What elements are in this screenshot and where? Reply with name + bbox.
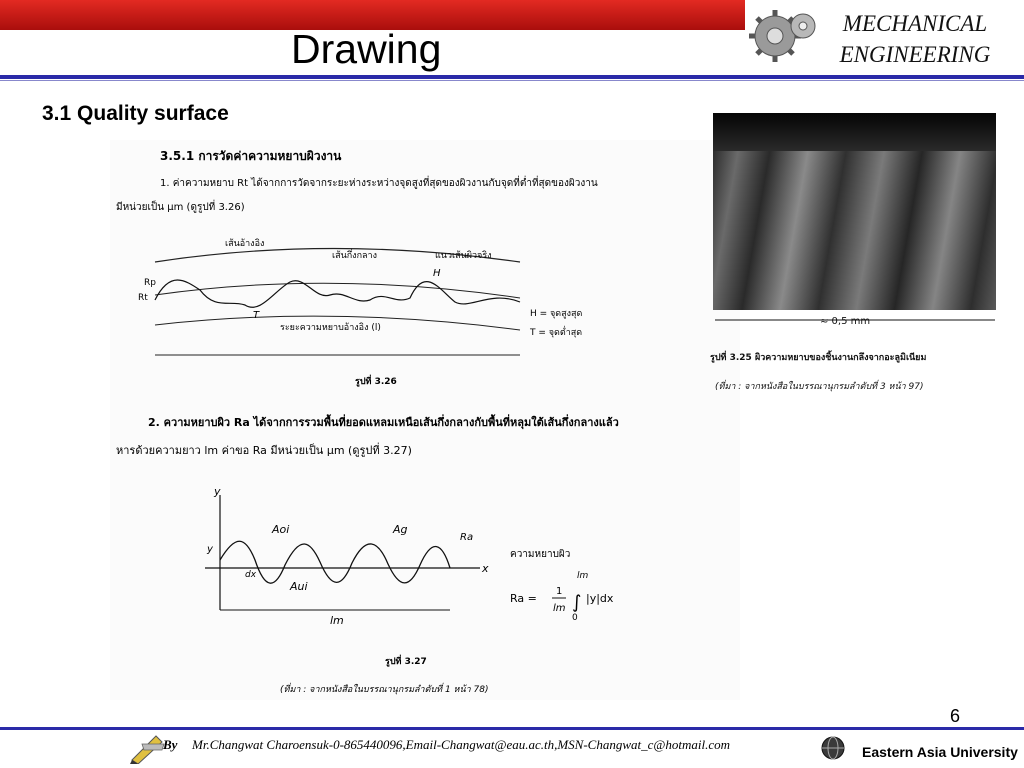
fig1-legend-h: H = จุดสูงสุด xyxy=(530,309,583,319)
fig1-label-t: T xyxy=(253,310,260,321)
fig2-formula-num: 1 xyxy=(556,586,563,597)
fig2-label-dx: dx xyxy=(245,570,257,580)
footer-by: By xyxy=(163,737,178,752)
fig2-formula-integral: ∫ xyxy=(572,592,582,613)
fig2-source: (ที่มา : จากหนังสือในบรรณานุกรมลำดับที่ 1 หน้า 78) xyxy=(280,685,489,695)
fig2-formula-den: lm xyxy=(553,603,566,614)
scanned-page xyxy=(110,140,740,700)
fig1-label-ref: เส้นอ้างอิง xyxy=(225,239,265,249)
pencil-icon xyxy=(128,730,168,764)
fig2-label-y: y xyxy=(207,544,213,555)
fig1-label-real: แนวเส้นผิวจริง xyxy=(435,251,492,261)
scan-item1-line1: 1. ค่าความหยาบ Rt ได้จากการวัดจากระยะห่างระหว่างจุดสูงที่สุดของผิวงานกับจุดที่ต่ำที่สุดของผิวงาน xyxy=(160,178,598,189)
photo-caption: รูปที่ 3.25 ผิวความหยาบของชิ้นงานกลึงจากอะลูมิเนียม xyxy=(710,353,927,363)
fig2-formula-lhs: Ra = xyxy=(510,592,537,605)
scan-item2-line2: หารด้วยความยาว lm ค่าขอ Ra มีหน่วยเป็น μm (ดูรูปที่ 3.27) xyxy=(116,444,412,457)
section-heading: 3.1 Quality surface xyxy=(42,102,229,125)
fig1-label-mid: เส้นกึ่งกลาง xyxy=(332,251,377,261)
fig2-formula-upper: lm xyxy=(577,571,589,581)
fig1-label-h: H xyxy=(433,268,441,279)
globe-icon xyxy=(820,735,846,761)
fig1-label-rp: Rp xyxy=(144,278,156,288)
fig2-label-ra: Ra xyxy=(460,532,474,543)
footer-credit: Mr.Changwat Charoensuk-0-865440096,Email-Changwat@eau.ac.th,MSN-Changwat_c@hotmail.com xyxy=(192,737,730,752)
fig2-formula-body: |y|dx xyxy=(586,592,614,605)
photo-figure-captions xyxy=(705,300,1005,400)
fig2-formula-lower: 0 xyxy=(572,613,578,623)
fig1-label-len: ระยะความหยาบอ้างอิง (l) xyxy=(280,323,381,333)
surface-photo xyxy=(713,113,996,310)
fig2-label-rough: ความหยาบผิว xyxy=(510,549,571,560)
fig2-caption: รูปที่ 3.27 xyxy=(385,657,427,667)
photo-scale: ≈ 0,5 mm xyxy=(820,316,871,327)
fig2-label-lm: lm xyxy=(330,614,344,627)
fig1-caption: รูปที่ 3.26 xyxy=(355,377,397,387)
surface-photo-dark-band xyxy=(713,113,996,151)
brand-line-2: ENGINEERING xyxy=(839,42,991,67)
brand-line-1: MECHANICAL xyxy=(842,11,988,36)
scan-subheading: 3.5.1 การวัดค่าความหยาบผิวงาน xyxy=(160,149,342,163)
slide-title: Drawing xyxy=(291,26,442,72)
page-number: 6 xyxy=(950,706,961,726)
fig2-label-y-axis: y xyxy=(214,485,221,498)
header-rule xyxy=(0,75,1024,79)
fig1-label-rt: Rt xyxy=(138,293,148,303)
scan-item1-line2: มีหน่วยเป็น μm (ดูรูปที่ 3.26) xyxy=(116,202,245,213)
fig2-label-ag: Ag xyxy=(393,523,408,536)
fig2-label-x: x xyxy=(482,562,489,575)
fig2-label-aui: Aui xyxy=(290,580,308,593)
scan-item2-line1: 2. ความหยาบผิว Ra ได้จากการรวมพื้นที่ยอดแหลมเหนือเส้นกึ่งกลางกับพื้นที่หลุมใต้เส้นกึ่งกลางแล้ว xyxy=(148,416,619,429)
fig2-label-aoi: Aoi xyxy=(272,523,290,536)
brand-text xyxy=(815,8,1015,70)
header-rule-thin xyxy=(0,80,1024,81)
photo-source: (ที่มา : จากหนังสือในบรรณานุกรมลำดับที่ 3 หน้า 97) xyxy=(715,382,924,392)
footer-university: Eastern Asia University xyxy=(862,744,1018,760)
fig1-legend-t: T = จุดต่ำสุด xyxy=(530,328,583,338)
gear-icon xyxy=(745,0,821,70)
